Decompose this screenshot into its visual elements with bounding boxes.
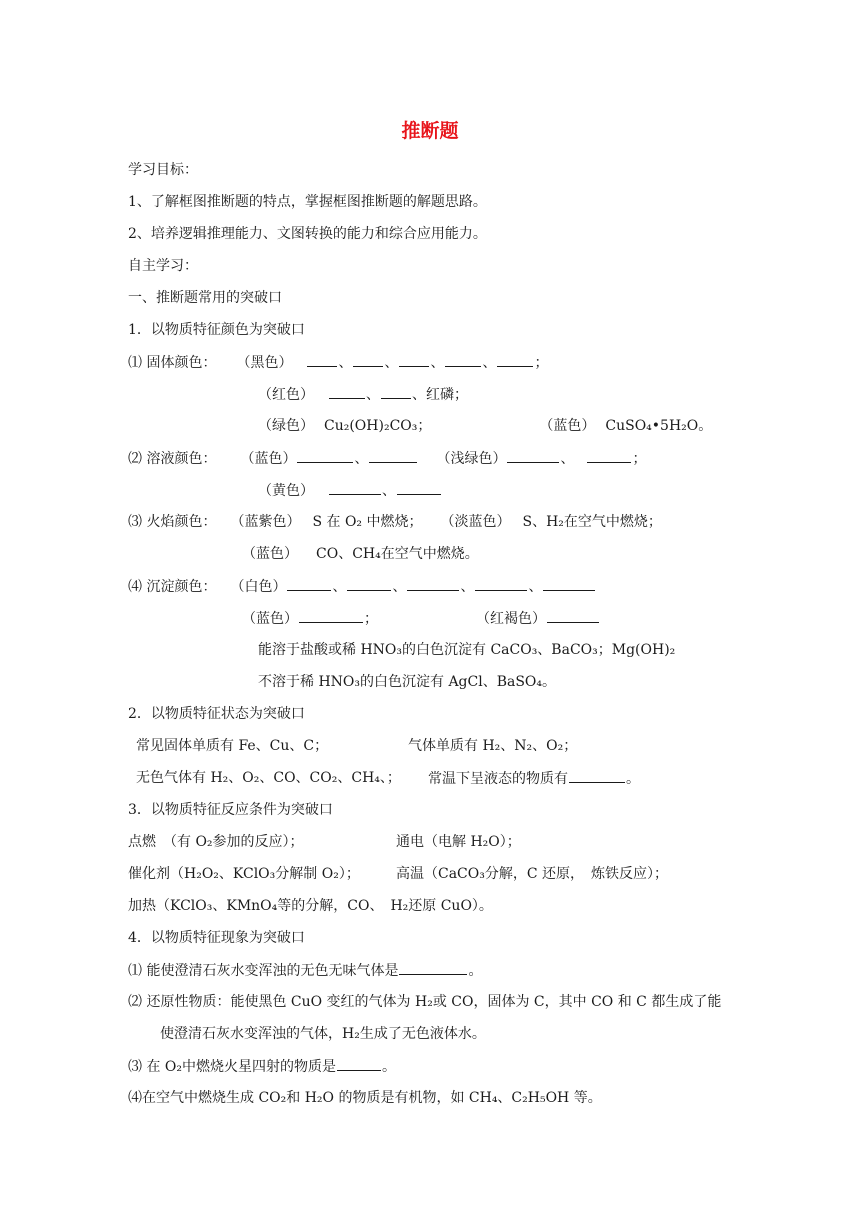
- phen-b-line-1: ⑵ 还原性物质：能使黑色 CuO 变红的气体为 H₂或 CO，固体为 C，其中 CO 和 C 都生成了能: [128, 994, 722, 1010]
- state-solid: 常见固体单质有 Fe、Cu、C；: [136, 738, 329, 754]
- blank[interactable]: [307, 352, 337, 367]
- blank[interactable]: [587, 448, 631, 463]
- phen-a-tail: 。: [468, 963, 483, 979]
- point-4-heading: 4．以物质特征现象为突破口: [128, 930, 305, 946]
- blank[interactable]: [287, 576, 331, 591]
- blank[interactable]: [399, 352, 429, 367]
- solid-green-blue-row: [258, 416, 712, 436]
- solid-black-label: （黑色）: [236, 355, 293, 371]
- phen-a-row: [128, 960, 482, 981]
- flame-color-row: [128, 512, 662, 532]
- point-1-heading: 1．以物质特征颜色为突破口: [128, 322, 305, 338]
- section-1-heading: 一、推断题常用的突破口: [128, 290, 282, 306]
- flame-lightblue-label: （淡蓝色）: [440, 514, 511, 530]
- cond-heat: 加热（KClO₃、KMnO₄等的分解，CO、 H₂还原 CuO）。: [128, 898, 493, 914]
- flame-blue-text: CO、CH₄在空气中燃烧。: [316, 546, 479, 562]
- solution-yellow-row: （黄色） 、: [258, 480, 442, 501]
- flame-blue-label: （蓝色）: [242, 546, 298, 562]
- blank[interactable]: [569, 768, 625, 783]
- solid-green-item: Cu₂(OH)₂CO₃；: [324, 418, 432, 434]
- state-colorless: 无色气体有 H₂、O₂、CO、CO₂、CH₄、；: [136, 770, 401, 786]
- solution-yellow-label: （黄色）: [258, 483, 314, 499]
- precip-color-row: ⑷ 沉淀颜色： （白色） 、 、 、 、: [128, 576, 596, 597]
- cond-electrolysis: 通电（电解 H₂O）；: [396, 834, 521, 850]
- solution-blue-label: （蓝色）: [240, 451, 297, 467]
- solid-blue-label: （蓝色）: [539, 418, 596, 434]
- page-title: 推断题: [401, 120, 459, 142]
- solution-label: ⑵ 溶液颜色：: [128, 451, 217, 467]
- blank[interactable]: [547, 608, 599, 623]
- goal-2: 2、培养逻辑推理能力、文图转换的能力和综合应用能力。: [128, 226, 487, 242]
- solid-red-label: （红色）: [258, 387, 314, 403]
- precip-label: ⑷ 沉淀颜色：: [128, 579, 217, 595]
- blank[interactable]: [329, 480, 381, 495]
- solid-blue-item: CuSO₄•5H₂O。: [605, 418, 713, 434]
- goal-1: 1、了解框图推断题的特点，掌握框图推断题的解题思路。: [128, 194, 487, 210]
- flame-blue-row: [242, 544, 479, 564]
- flame-lightblue-text: S、H₂在空气中燃烧；: [522, 514, 662, 530]
- cond-ignite: 点燃 （有 O₂参加的反应）；: [128, 834, 304, 850]
- state-gas: 气体单质有 H₂、N₂、O₂；: [408, 738, 578, 754]
- flame-label: ⑶ 火焰颜色：: [128, 514, 217, 530]
- solution-lightgreen-label: （浅绿色）: [436, 451, 507, 467]
- state-liquid: 常温下呈液态的物质有: [428, 771, 568, 787]
- blank[interactable]: [381, 384, 411, 399]
- blank[interactable]: [337, 1056, 381, 1071]
- state-liquid-tail: 。: [626, 771, 640, 787]
- solid-label: ⑴ 固体颜色：: [128, 355, 217, 371]
- goals-heading: 学习目标：: [128, 162, 198, 178]
- precip-blue-tail: ；: [364, 611, 378, 627]
- state-liquid-row: [428, 768, 640, 789]
- precip-redbrown-label: （红褐色）: [476, 611, 546, 627]
- precip-blue-label: （蓝色）: [242, 611, 298, 627]
- phen-d: ⑷在空气中燃烧生成 CO₂和 H₂O 的物质是有机物，如 CH₄、C₂H₅OH 等。: [128, 1090, 602, 1106]
- blank[interactable]: [399, 960, 467, 975]
- blank[interactable]: [297, 448, 353, 463]
- blank[interactable]: [347, 576, 391, 591]
- solid-red-tail: 、红磷；: [412, 387, 468, 403]
- precip-note-1: 能溶于盐酸或稀 HNO₃的白色沉淀有 CaCO₃、BaCO₃；Mg(OH)₂: [258, 642, 676, 658]
- point-3-heading: 3．以物质特征反应条件为突破口: [128, 802, 333, 818]
- blank[interactable]: [407, 576, 459, 591]
- blank[interactable]: [445, 352, 481, 367]
- precip-white-label: （白色）: [230, 579, 287, 595]
- blank[interactable]: [397, 480, 441, 495]
- blank[interactable]: [507, 448, 559, 463]
- phen-c: ⑶ 在 O₂中燃烧火星四射的物质是: [128, 1059, 336, 1075]
- cond-catalyst: 催化剂（H₂O₂、KClO₃分解制 O₂）；: [128, 866, 360, 882]
- solid-green-label: （绿色）: [258, 418, 314, 434]
- blank[interactable]: [329, 384, 365, 399]
- precip-blue-row: [242, 608, 600, 629]
- phen-c-row: [128, 1056, 396, 1077]
- flame-bluepurple-text: S 在 O₂ 中燃烧；: [312, 514, 423, 530]
- precip-note-2: 不溶于稀 HNO₃的白色沉淀有 AgCl、BaSO₄。: [258, 674, 557, 690]
- phen-c-tail: 。: [382, 1059, 396, 1075]
- point-2-heading: 2．以物质特征状态为突破口: [128, 706, 305, 722]
- phen-a: ⑴ 能使澄清石灰水变浑浊的无色无味气体是: [128, 963, 399, 979]
- blank[interactable]: [497, 352, 533, 367]
- cond-high-temp: 高温（CaCO₃分解，C 还原， 炼铁反应）；: [396, 866, 669, 882]
- blank[interactable]: [543, 576, 595, 591]
- blank[interactable]: [353, 352, 383, 367]
- solid-red-row: （红色） 、 、红磷；: [258, 384, 468, 405]
- flame-bluepurple-label: （蓝紫色）: [230, 514, 301, 530]
- self-study-heading: 自主学习：: [128, 258, 198, 274]
- blank[interactable]: [299, 608, 363, 623]
- phen-b-line-2: 使澄清石灰水变浑浊的气体，H₂生成了无色液体水。: [160, 1026, 486, 1042]
- solid-color-row: ⑴ 固体颜色： （黑色） 、 、 、 、 ；: [128, 352, 548, 373]
- blank[interactable]: [369, 448, 417, 463]
- blank[interactable]: [475, 576, 527, 591]
- solution-color-row: ⑵ 溶液颜色： （蓝色） 、 （浅绿色） 、 ；: [128, 448, 646, 469]
